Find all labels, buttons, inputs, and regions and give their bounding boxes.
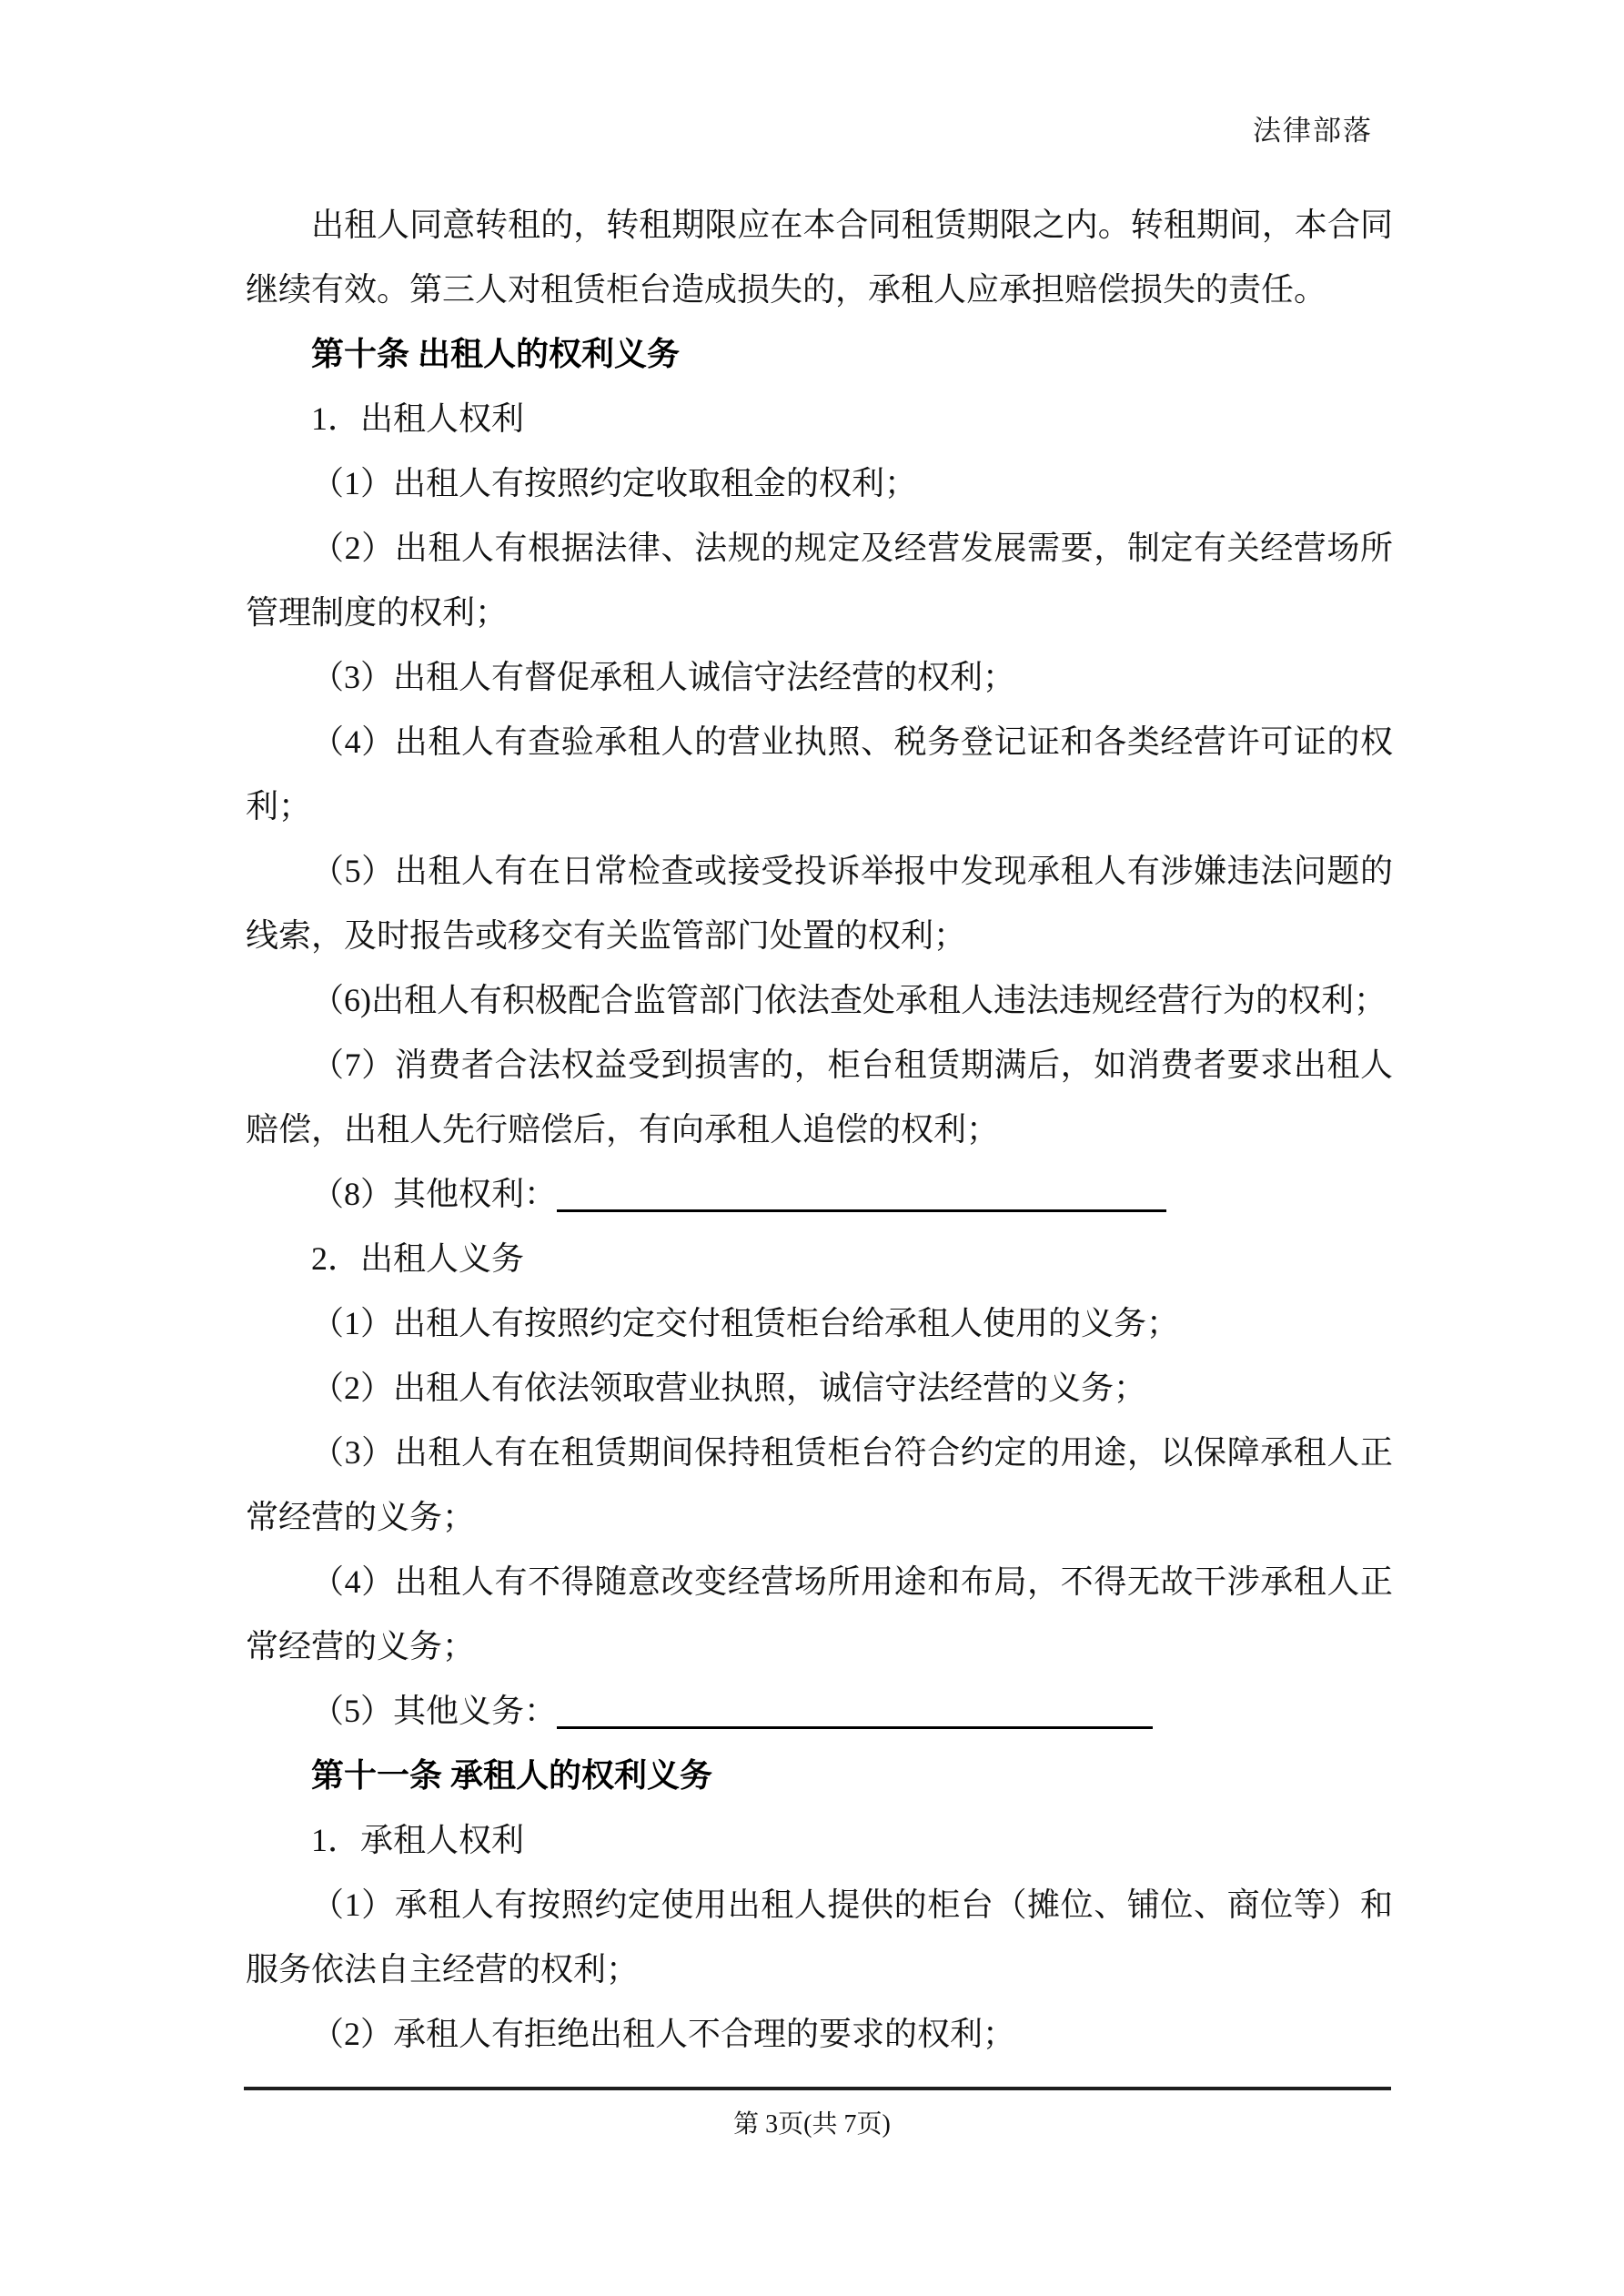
- list-item-lessor-obligation-3: （3）出租人有在租赁期间保持租赁柜台符合约定的用途，以保障承租人正常经营的义务；: [246, 1434, 1393, 1535]
- list-item-lessor-right-3: （3）出租人有督促承租人诚信守法经营的权利；: [311, 659, 1016, 695]
- list-item-lessor-obligation-5: [246, 1679, 1393, 1744]
- page-number: 第 3页(共 7页): [733, 2110, 891, 2139]
- list-item-lessor-right-2: （2）出租人有根据法律、法规的规定及经营发展需要，制定有关经营场所管理制度的权利；: [246, 530, 1393, 631]
- list-item-lessor-obligation-1: （1）出租人有按照约定交付租赁柜台给承租人使用的义务；: [311, 1305, 1180, 1341]
- blank-line-other-obligations: [557, 1718, 1153, 1729]
- document-body: [246, 193, 1393, 2067]
- heading-article-10: 第十条 出租人的权利义务: [311, 336, 681, 372]
- list-item-lessor-right-8: [246, 1162, 1393, 1227]
- list-item-lessor-obligation-2: （2）出租人有依法领取营业执照，诚信守法经营的义务；: [311, 1370, 1147, 1406]
- list-item-lessee-right-1: （1）承租人有按照约定使用出租人提供的柜台（摊位、铺位、商位等）和服务依法自主经营的权利；: [246, 1886, 1393, 1988]
- header-brand-text: 法律部落: [1253, 115, 1373, 147]
- other-rights-label: （8）其他权利：: [311, 1176, 558, 1212]
- list-item-lessor-obligation-4: （4）出租人有不得随意改变经营场所用途和布局，不得无故干涉承租人正常经营的义务；: [246, 1563, 1393, 1664]
- list-item-lessor-right-4: （4）出租人有查验承租人的营业执照、税务登记证和各类经营许可证的权利；: [246, 723, 1393, 824]
- list-item-lessor-right-5: （5）出租人有在日常检查或接受投诉举报中发现承租人有涉嫌违法问题的线索，及时报告或移交有关监管部门处置的权利；: [246, 853, 1393, 954]
- subheading-lessor-rights: 1．出租人权利: [311, 400, 525, 437]
- footer-divider: [244, 2087, 1391, 2090]
- blank-line-other-rights: [557, 1201, 1166, 1212]
- para-sublease-terms: 出租人同意转租的，转租期限应在本合同租赁期限之内。转租期间，本合同继续有效。第三人对租赁柜台造成损失的，承租人应承担赔偿损失的责任。: [246, 207, 1393, 308]
- subheading-lessor-obligations: 2．出租人义务: [311, 1240, 525, 1277]
- list-item-lessee-right-2: （2）承租人有拒绝出租人不合理的要求的权利；: [311, 2016, 1016, 2052]
- list-item-lessor-right-1: （1）出租人有按照约定收取租金的权利；: [311, 465, 918, 501]
- other-obligations-label: （5）其他义务：: [311, 1693, 558, 1729]
- list-item-lessor-right-6: （6)出租人有积极配合监管部门依法查处承租人违法违规经营行为的权利；: [311, 982, 1387, 1018]
- subheading-lessee-rights: 1．承租人权利: [311, 1822, 525, 1858]
- list-item-lessor-right-7: （7）消费者合法权益受到损害的，柜台租赁期满后，如消费者要求出租人赔偿，出租人先行赔偿后，有向承租人追偿的权利；: [246, 1047, 1393, 1148]
- heading-article-11: 第十一条 承租人的权利义务: [311, 1757, 713, 1794]
